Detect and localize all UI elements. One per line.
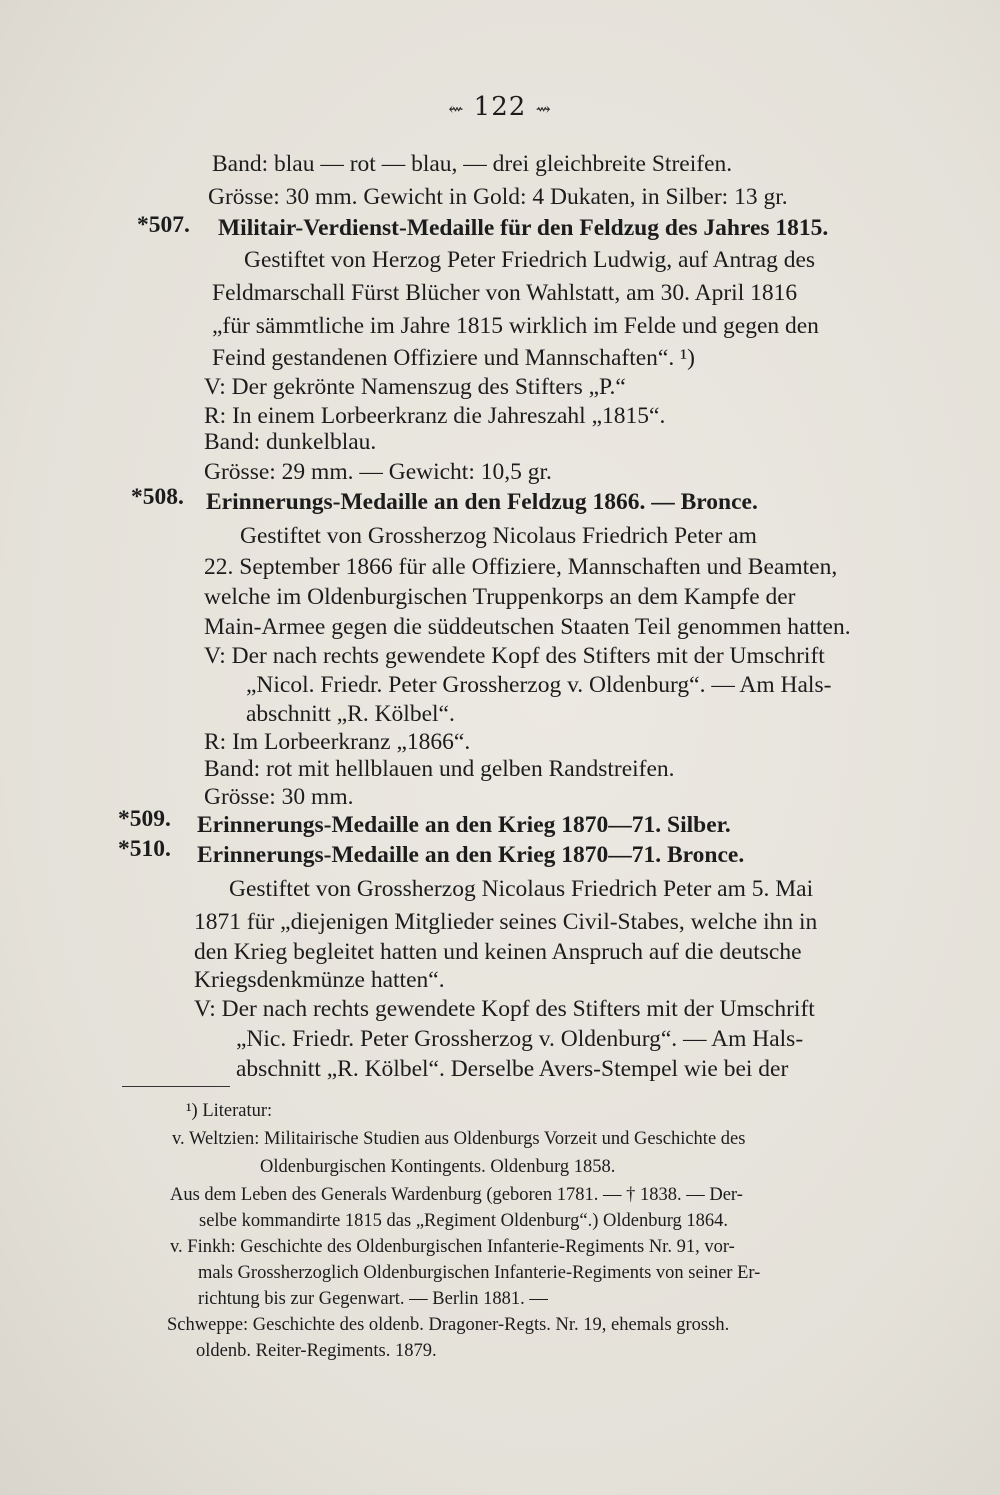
- entry-title: Erinnerungs-Medaille an den Feldzug 1866. — Bronce.: [206, 489, 758, 515]
- text-line: Grösse: 30 mm. Gewicht in Gold: 4 Dukaten, in Silber: 13 gr.: [208, 184, 788, 210]
- entry-number: *510.: [118, 836, 171, 862]
- text-line: Band: rot mit hellblauen und gelben Randstreifen.: [204, 756, 675, 782]
- entry-title: Militair-Verdienst-Medaille für den Feldzug des Jahres 1815.: [218, 215, 829, 241]
- text-line: Gestiftet von Herzog Peter Friedrich Ludwig, auf Antrag des: [244, 247, 816, 273]
- ornament-right-icon: ⇝: [535, 99, 552, 120]
- text-line: Grösse: 30 mm.: [204, 784, 354, 810]
- text-line: abschnitt „R. Kölbel“. Derselbe Avers-Stempel wie bei der: [236, 1056, 789, 1082]
- footnote-line: ¹) Literatur:: [186, 1101, 273, 1121]
- entry-title: Erinnerungs-Medaille an den Krieg 1870—71. Bronce.: [197, 842, 745, 868]
- text-line: V: Der gekrönte Namenszug des Stifters „P.“: [204, 374, 626, 400]
- footnote-line: v. Weltzien: Militairische Studien aus Oldenburgs Vorzeit und Geschichte des: [172, 1129, 746, 1149]
- text-line: Band: blau — rot — blau, — drei gleichbreite Streifen.: [212, 151, 733, 177]
- text-line: Main-Armee gegen die süddeutschen Staaten Teil genommen hatten.: [204, 614, 851, 640]
- text-line: welche im Oldenburgischen Truppenkorps an dem Kampfe der: [204, 584, 796, 610]
- footnote-line: richtung bis zur Gegenwart. — Berlin 1881. —: [198, 1289, 548, 1309]
- text-line: „Nicol. Friedr. Peter Grossherzog v. Oldenburg“. — Am Hals-: [246, 672, 832, 698]
- text-line: „für sämmtliche im Jahre 1815 wirklich im Felde und gegen den: [212, 313, 819, 339]
- footnote-line: Oldenburgischen Kontingents. Oldenburg 1858.: [260, 1157, 616, 1177]
- text-line: „Nic. Friedr. Peter Grossherzog v. Oldenburg“. — Am Hals-: [236, 1026, 804, 1052]
- text-line: Kriegsdenkmünze hatten“.: [194, 967, 445, 993]
- entry-number: *507.: [137, 212, 190, 238]
- ornament-left-icon: ⇜: [448, 99, 465, 120]
- entry-title: Erinnerungs-Medaille an den Krieg 1870—71. Silber.: [197, 812, 731, 838]
- entry-number: *508.: [131, 484, 184, 510]
- text-line: 1871 für „diejenigen Mitglieder seines Civil-Stabes, welche ihn in: [194, 909, 818, 935]
- text-line: Grösse: 29 mm. — Gewicht: 10,5 gr.: [204, 459, 552, 485]
- text-line: den Krieg begleitet hatten und keinen Anspruch auf die deutsche: [194, 939, 802, 965]
- footnote-line: oldenb. Reiter-Regiments. 1879.: [196, 1341, 437, 1361]
- footnote-line: v. Finkh: Geschichte des Oldenburgischen Infanterie-Regiments Nr. 91, vor-: [170, 1237, 735, 1257]
- text-line: Band: dunkelblau.: [204, 429, 377, 455]
- text-line: abschnitt „R. Kölbel“.: [246, 701, 455, 727]
- text-line: R: Im Lorbeerkranz „1866“.: [204, 729, 471, 755]
- text-line: V: Der nach rechts gewendete Kopf des Stifters mit der Umschrift: [194, 996, 815, 1022]
- footnote-line: mals Grossherzoglich Oldenburgischen Infanterie-Regiments von seiner Er-: [198, 1263, 761, 1283]
- text-line: Feldmarschall Fürst Blücher von Wahlstatt, am 30. April 1816: [212, 280, 798, 306]
- entry-number: *509.: [118, 806, 171, 832]
- footnote-line: selbe kommandirte 1815 das „Regiment Oldenburg“.) Oldenburg 1864.: [199, 1211, 729, 1231]
- footnote-line: Aus dem Leben des Generals Wardenburg (geboren 1781. — † 1838. — Der-: [170, 1185, 743, 1205]
- footnote-rule: [122, 1086, 230, 1087]
- text-line: Gestiftet von Grossherzog Nicolaus Friedrich Peter am: [240, 523, 757, 549]
- text-line: R: In einem Lorbeerkranz die Jahreszahl „1815“.: [204, 403, 666, 429]
- text-line: 22. September 1866 für alle Offiziere, Mannschaften und Beamten,: [204, 554, 838, 580]
- text-line: V: Der nach rechts gewendete Kopf des Stifters mit der Umschrift: [204, 643, 825, 669]
- page-number: 122: [473, 92, 527, 122]
- page-number-header: [0, 92, 1000, 122]
- text-line: Gestiftet von Grossherzog Nicolaus Friedrich Peter am 5. Mai: [229, 876, 814, 902]
- footnote-line: Schweppe: Geschichte des oldenb. Dragoner-Regts. Nr. 19, ehemals grossh.: [167, 1315, 730, 1335]
- text-line: Feind gestandenen Offiziere und Mannschaften“. ¹): [212, 345, 695, 371]
